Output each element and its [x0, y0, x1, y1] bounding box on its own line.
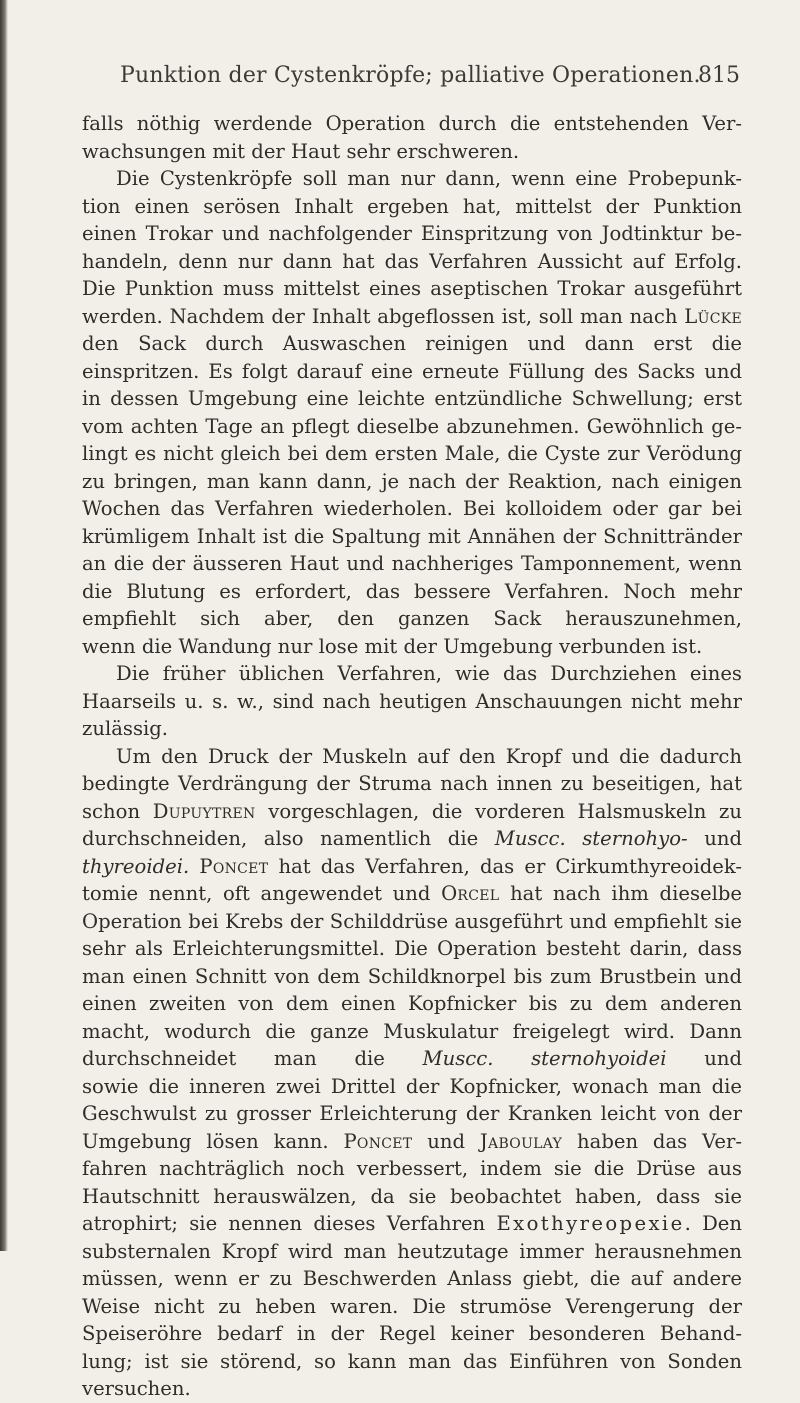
running-header [120, 63, 740, 93]
text-line: falls nöthig werdende Operation durch die entstehenden Ver- [82, 112, 742, 135]
text-line: bedingte Verdrängung der Struma nach innen zu beseitigen, hat [82, 772, 742, 795]
text-line: in dessen Umgebung eine leichte entzündliche Schwellung; erst [82, 387, 742, 410]
text-line: tion einen serösen Inhalt ergeben hat, mittelst der Punktion [82, 194, 742, 218]
text-line: zu bringen, man kann dann, je nach der Reaktion, nach einigen [82, 469, 742, 493]
text-line [82, 798, 742, 826]
text-fragment: . Den [684, 1212, 742, 1235]
text-line [82, 1210, 742, 1238]
text-line: müssen, wenn er zu Beschwerden Anlass giebt, die auf andere [82, 1267, 742, 1290]
text-fragment: durchschneiden, also namentlich die [82, 827, 479, 850]
text-line [82, 1128, 742, 1156]
text-line: wachsungen mit der Haut sehr erschweren. [82, 139, 520, 163]
running-title: Punktion der Cystenkröpfe; palliative Operationen. [120, 63, 701, 88]
text-line: sehr als Erleichterungsmittel. Die Operation besteht darin, dass [82, 937, 742, 960]
text-fragment: atrophirt; sie nennen dieses Verfahren [82, 1212, 486, 1235]
text-line [82, 880, 742, 908]
text-line [82, 853, 742, 881]
text-line: Die Punktion muss mittelst eines aseptischen Trokar ausgeführt [82, 277, 742, 300]
text-line: Wochen das Verfahren wiederholen. Bei kolloidem oder gar bei [82, 497, 742, 520]
author-name-dupuytren: Dupuytren [152, 799, 256, 823]
text-fragment: tomie nennt, oft angewendet und [82, 882, 431, 905]
text-line: einen Trokar und nachfolgender Einspritzung von Jodtinktur be- [82, 222, 742, 245]
text-line: macht, wodurch die ganze Muskulatur freigelegt wird. Dann [82, 1019, 742, 1043]
text-fragment: hat nach ihm dieselbe [510, 882, 742, 905]
text-line [82, 825, 742, 853]
text-line: lingt es nicht gleich bei dem ersten Male, die Cyste zur Verödung [82, 442, 742, 465]
text-line: Um den Druck der Muskeln auf den Kropf und die dadurch [116, 744, 742, 768]
term-exothyreopexie: Exothyreopexie [496, 1212, 685, 1235]
text-fragment: und [687, 827, 742, 850]
author-name-poncet: Poncet [343, 1129, 413, 1153]
author-name-orcel: Orcel [441, 882, 500, 905]
text-line: Die früher üblichen Verfahren, wie das Durchziehen eines [116, 662, 742, 685]
text-fragment: hat das Verfahren, das er Cirkumthyreoidek- [278, 854, 742, 878]
text-fragment: durchschneidet man die [82, 1047, 385, 1070]
text-line: Hautschnitt herauswälzen, da sie beobachtet haben, dass sie [82, 1184, 742, 1208]
text-line: Operation bei Krebs der Schilddrüse ausgeführt und empfiehlt sie [82, 909, 742, 933]
latin-term: thyreoidei. [82, 854, 190, 878]
text-line: Geschwulst zu grosser Erleichterung der Kranken leicht von der [82, 1102, 742, 1125]
text-line: fahren nachträglich noch verbessert, indem sie die Drüse aus [82, 1157, 742, 1180]
text-line: man einen Schnitt von dem Schildknorpel bis zum Brustbein und [82, 964, 742, 988]
text-fragment: und [666, 1047, 742, 1070]
page-number: 815 [698, 63, 740, 88]
text-fragment: haben das Ver- [577, 1129, 742, 1153]
text-line: den Sack durch Auswaschen reinigen und dann erst die [82, 332, 742, 355]
text-fragment: und [412, 1129, 480, 1153]
text-line: sowie die inneren zwei Drittel der Kopfnicker, wonach man die [82, 1074, 742, 1098]
author-name-lucke: Lücke [684, 304, 742, 328]
text-line: an die der äusseren Haut und nachheriges Tamponnement, wenn [82, 552, 742, 575]
text-line [82, 1045, 742, 1073]
text-fragment: werden. Nachdem der Inhalt abgeflossen ist, soll man nach [82, 304, 685, 328]
text-line: handeln, denn nur dann hat das Verfahren Aussicht auf Erfolg. [82, 249, 742, 273]
text-line: Die Cystenkröpfe soll man nur dann, wenn eine Probepunk- [116, 167, 742, 190]
author-name-poncet: Poncet [199, 854, 269, 878]
text-line: einspritzen. Es folgt darauf eine erneute Füllung des Sacks und [82, 359, 742, 383]
text-line: die Blutung es erfordert, das bessere Verfahren. Noch mehr [82, 579, 742, 603]
author-name-jaboulay: Jaboulay [479, 1129, 563, 1153]
text-line: versuchen. [82, 1377, 191, 1400]
text-line [82, 303, 742, 331]
latin-term: Muscc. sternohyo- [494, 827, 688, 850]
text-line: empfiehlt sich aber, den ganzen Sack herauszunehmen, [82, 607, 742, 630]
text-line: zulässig. [82, 717, 169, 740]
text-fragment: schon [82, 799, 153, 823]
text-line: Weise nicht zu heben waren. Die strumöse Verengerung der [82, 1294, 742, 1318]
latin-term: Muscc. sternohyoidei [422, 1047, 667, 1070]
text-fragment: Umgebung lösen kann. [82, 1129, 329, 1153]
page-binding-edge [0, 0, 8, 1251]
text-line: einen zweiten von dem einen Kopfnicker bis zu dem anderen [82, 992, 742, 1015]
text-line: lung; ist sie störend, so kann man das Einführen von Sonden [82, 1349, 742, 1373]
text-fragment: vorgeschlagen, die vorderen Halsmuskeln zu [268, 799, 742, 823]
text-line: Speiseröhre bedarf in der Regel keiner besonderen Behand- [82, 1322, 742, 1345]
body-text [82, 110, 742, 1403]
text-line: Haarseils u. s. w., sind nach heutigen Anschauungen nicht mehr [82, 689, 742, 713]
text-line: vom achten Tage an pflegt dieselbe abzunehmen. Gewöhnlich ge- [82, 414, 742, 438]
text-line: wenn die Wandung nur lose mit der Umgebung verbunden ist. [82, 634, 703, 658]
text-line: krümligem Inhalt ist die Spaltung mit Annähen der Schnittränder [82, 524, 742, 548]
text-line: substernalen Kropf wird man heutzutage immer herausnehmen [82, 1239, 742, 1263]
